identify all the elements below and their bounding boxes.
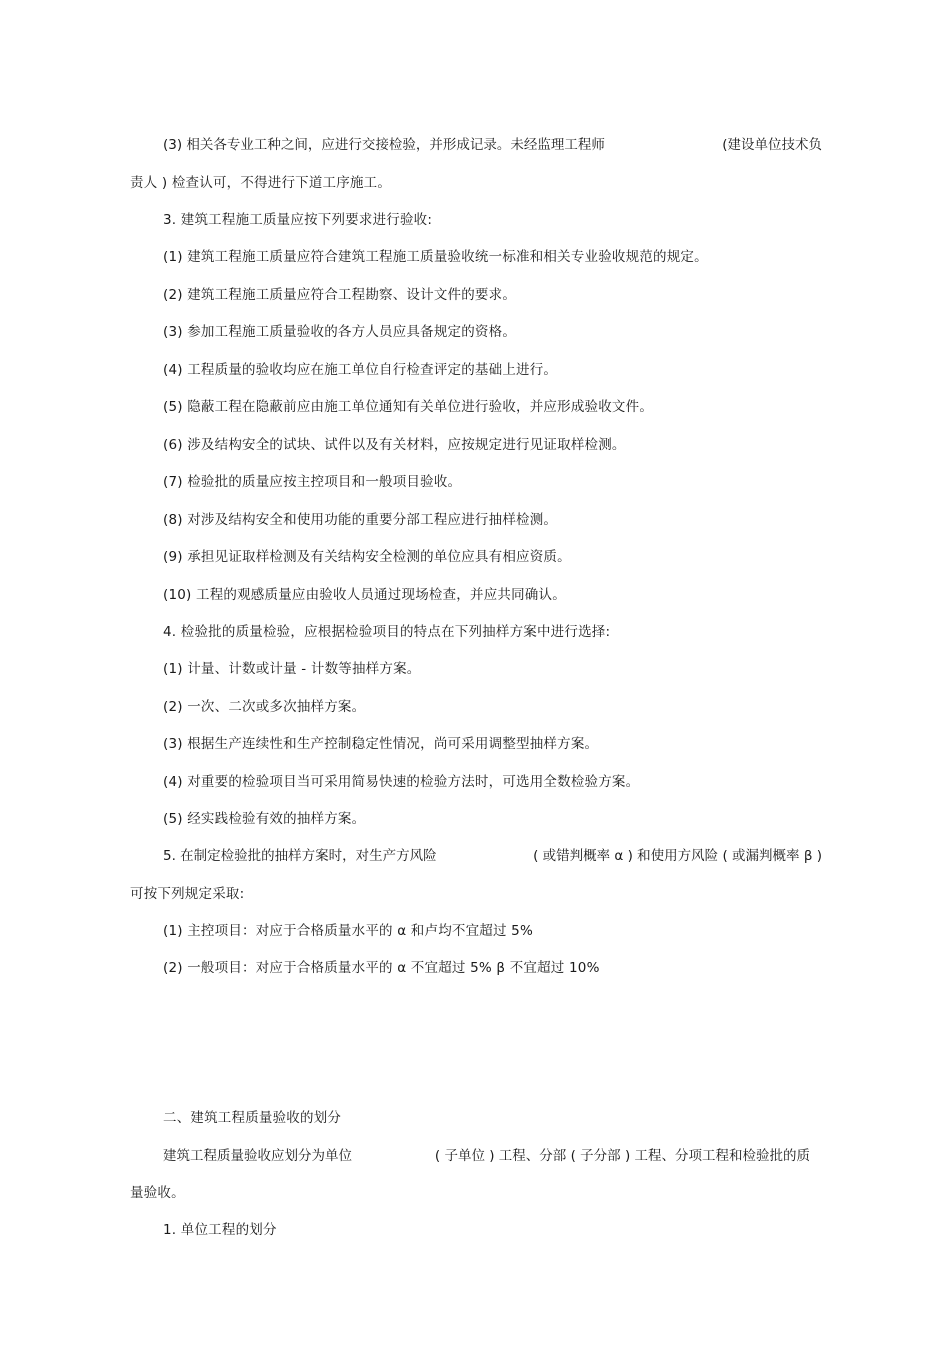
list-item: (5) 经实践检验有效的抽样方案。: [163, 811, 366, 827]
section-heading: 4. 检验批的质量检验，应根据检验项目的特点在下列抽样方案中进行选择:: [163, 624, 611, 640]
subsection-heading: 1. 单位工程的划分: [163, 1222, 277, 1238]
list-item: (1) 计量、计数或计量 - 计数等抽样方案。: [163, 661, 421, 677]
text-segment: 建筑工程质量验收应划分为单位: [163, 1148, 352, 1164]
list-item: (3) 根据生产连续性和生产控制稳定性情况，尚可采用调整型抽样方案。: [163, 736, 599, 752]
list-item: (3) 参加工程施工质量验收的各方人员应具备规定的资格。: [163, 324, 517, 340]
text-segment: (3) 相关各专业工种之间，应进行交接检验，并形成记录。未经监理工程师: [163, 137, 605, 153]
list-item: (1) 主控项目：对应于合格质量水平的 α 和卢均不宜超过 5%: [163, 923, 534, 939]
list-item: (2) 一次、二次或多次抽样方案。: [163, 699, 366, 715]
list-item: (1) 建筑工程施工质量应符合建筑工程施工质量验收统一标准和相关专业验收规范的规定。: [163, 249, 708, 265]
list-item: (8) 对涉及结构安全和使用功能的重要分部工程应进行抽样检测。: [163, 512, 558, 528]
list-item: (4) 工程质量的验收均应在施工单位自行检查评定的基础上进行。: [163, 362, 558, 378]
list-item: (10) 工程的观感质量应由验收人员通过现场检查，并应共同确认。: [163, 587, 566, 603]
text-segment: (建设单位技术负: [722, 137, 822, 153]
paragraph-line: 可按下列规定采取:: [130, 886, 245, 902]
list-item: (2) 建筑工程施工质量应符合工程勘察、设计文件的要求。: [163, 287, 517, 303]
paragraph-line: 量验收。: [130, 1185, 185, 1201]
section-heading: 二、建筑工程质量验收的划分: [163, 1110, 342, 1126]
section-heading: 3. 建筑工程施工质量应按下列要求进行验收:: [163, 212, 433, 228]
text-segment: 5. 在制定检验批的抽样方案时，对生产方风险: [163, 848, 437, 864]
paragraph-line: 责人 ) 检查认可，不得进行下道工序施工。: [130, 175, 392, 191]
list-item: (6) 涉及结构安全的试块、试件以及有关材料，应按规定进行见证取样检测。: [163, 437, 626, 453]
text-segment: ( 或错判概率 α ) 和使用方风险 ( 或漏判概率 β ): [533, 848, 822, 864]
list-item: (9) 承担见证取样检测及有关结构安全检测的单位应具有相应资质。: [163, 549, 571, 565]
list-item: (2) 一般项目：对应于合格质量水平的 α 不宜超过 5% β 不宜超过 10%: [163, 960, 600, 976]
list-item: (4) 对重要的检验项目当可采用简易快速的检验方法时，可选用全数检验方案。: [163, 774, 640, 790]
text-segment: ( 子单位 ) 工程、分部 ( 子分部 ) 工程、分项工程和检验批的质: [434, 1148, 810, 1164]
list-item: (5) 隐蔽工程在隐蔽前应由施工单位通知有关单位进行验收，并应形成验收文件。: [163, 399, 654, 415]
list-item: (7) 检验批的质量应按主控项目和一般项目验收。: [163, 474, 462, 490]
